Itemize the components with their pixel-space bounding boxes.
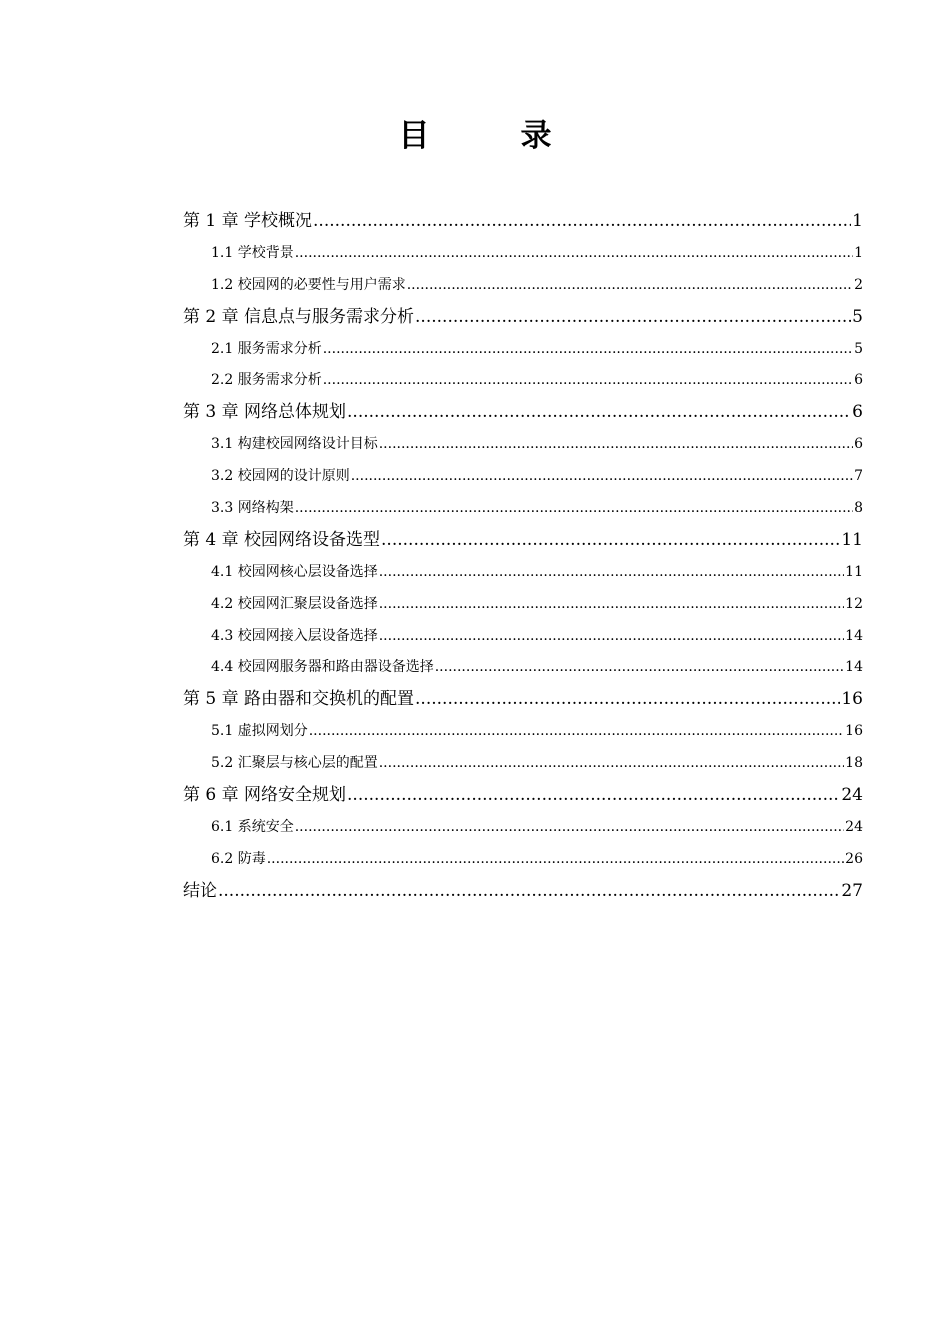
toc-dot-leader — [347, 780, 840, 812]
toc-dot-leader — [435, 652, 844, 684]
toc-entry-label: 第 3 章 网络总体规划 — [183, 402, 347, 423]
toc-entry-label: 5.1 虚拟网划分 — [211, 723, 308, 740]
toc-entry-label: 6.1 系统安全 — [211, 818, 294, 835]
toc-entry-page-number: 14 — [845, 627, 863, 644]
toc-entry-label: 6.2 防毒 — [211, 850, 266, 867]
toc-entry-page-number: 11 — [841, 529, 863, 550]
toc-entry-label: 4.3 校园网接入层设备选择 — [211, 627, 378, 644]
toc-entry-page-number: 11 — [845, 563, 863, 580]
toc-entry-label: 2.1 服务需求分析 — [211, 340, 322, 357]
toc-dot-leader — [407, 270, 853, 302]
toc-entry-page-number: 7 — [854, 468, 863, 485]
toc-entry-section-5-2[interactable] — [183, 748, 863, 780]
toc-dot-leader — [267, 844, 844, 876]
toc-entry-section-3-1[interactable] — [183, 429, 863, 461]
toc-entry-page-number: 6 — [852, 402, 863, 423]
toc-dot-leader — [379, 621, 844, 653]
toc-entry-section-1-2[interactable] — [183, 270, 863, 302]
toc-entry-chapter-4[interactable] — [183, 525, 863, 557]
toc-entry-page-number: 16 — [845, 723, 863, 740]
toc-entry-label: 第 1 章 学校概况 — [183, 211, 313, 231]
toc-dot-leader — [295, 238, 853, 270]
toc-entry-page-number: 12 — [845, 595, 863, 612]
toc-entry-label: 4.2 校园网汇聚层设备选择 — [211, 595, 378, 612]
toc-entry-page-number: 1 — [852, 211, 863, 231]
toc-entry-label: 第 4 章 校园网络设备选型 — [183, 529, 381, 550]
toc-dot-leader — [415, 684, 840, 716]
toc-entry-section-2-2[interactable] — [183, 365, 863, 397]
toc-entry-label: 4.1 校园网核心层设备选择 — [211, 563, 378, 580]
toc-entry-page-number: 14 — [845, 659, 863, 676]
toc-entry-page-number: 27 — [841, 880, 863, 901]
toc-entry-label: 1.1 学校背景 — [211, 244, 294, 261]
toc-dot-leader — [379, 589, 844, 621]
toc-dot-leader — [323, 365, 853, 397]
toc-dot-leader — [347, 397, 851, 429]
toc-entry-page-number: 2 — [854, 276, 863, 293]
toc-entry-label: 3.1 构建校园网络设计目标 — [211, 436, 378, 453]
toc-dot-leader — [295, 493, 853, 525]
toc-entry-page-number: 24 — [845, 818, 863, 835]
toc-dot-leader — [415, 302, 851, 334]
toc-title: 目 录 — [398, 118, 582, 154]
toc-dot-leader — [323, 334, 853, 366]
toc-dot-leader — [295, 812, 844, 844]
toc-entry-section-4-1[interactable] — [183, 557, 863, 589]
toc-entry-section-4-2[interactable] — [183, 589, 863, 621]
toc-entry-chapter-5[interactable] — [183, 684, 863, 716]
toc-entry-page-number: 5 — [852, 306, 863, 327]
toc-entry-page-number: 18 — [845, 755, 863, 772]
toc-entry-section-3-2[interactable] — [183, 461, 863, 493]
toc-entry-label: 4.4 校园网服务器和路由器设备选择 — [211, 659, 434, 676]
toc-entry-section-4-4[interactable] — [183, 652, 863, 684]
toc-entry-page-number: 16 — [841, 689, 863, 710]
toc-entry-section-2-1[interactable] — [183, 334, 863, 366]
toc-entry-section-4-3[interactable] — [183, 621, 863, 653]
toc-entry-chapter-3[interactable] — [183, 397, 863, 429]
toc-entry-page-number: 5 — [854, 340, 863, 357]
toc-entry-page-number: 6 — [854, 372, 863, 389]
toc-entry-label: 2.2 服务需求分析 — [211, 372, 322, 389]
toc-entry-label: 3.2 校园网的设计原则 — [211, 468, 350, 485]
toc-entry-section-6-1[interactable] — [183, 812, 863, 844]
toc-entry-chapter-2[interactable] — [183, 302, 863, 334]
toc-entry-label: 第 5 章 路由器和交换机的配置 — [183, 689, 415, 710]
toc-entry-label: 1.2 校园网的必要性与用户需求 — [211, 276, 406, 293]
toc-entry-label: 结论 — [183, 880, 217, 901]
toc-entry-chapter-6[interactable] — [183, 780, 863, 812]
toc-entry-label: 第 2 章 信息点与服务需求分析 — [183, 306, 415, 327]
toc-dot-leader — [379, 429, 853, 461]
toc-dot-leader — [379, 557, 844, 589]
toc-entry-page-number: 8 — [854, 500, 863, 517]
toc-entry-label: 5.2 汇聚层与核心层的配置 — [211, 755, 378, 772]
table-of-contents — [183, 206, 863, 908]
toc-entry-label: 第 6 章 网络安全规划 — [183, 785, 347, 806]
toc-entry-chapter-1[interactable] — [183, 206, 863, 238]
toc-entry-section-1-1[interactable] — [183, 238, 863, 270]
toc-entry-label: 3.3 网络构架 — [211, 500, 294, 517]
toc-dot-leader — [218, 876, 840, 908]
toc-dot-leader — [313, 206, 851, 238]
toc-dot-leader — [379, 748, 844, 780]
toc-entry-page-number: 24 — [841, 785, 863, 806]
toc-entry-section-6-2[interactable] — [183, 844, 863, 876]
toc-entry-conclusion[interactable] — [183, 876, 863, 908]
toc-entry-page-number: 26 — [845, 850, 863, 867]
toc-dot-leader — [309, 716, 844, 748]
toc-dot-leader — [381, 525, 840, 557]
toc-entry-section-5-1[interactable] — [183, 716, 863, 748]
toc-dot-leader — [351, 461, 853, 493]
toc-entry-section-3-3[interactable] — [183, 493, 863, 525]
toc-entry-page-number: 6 — [854, 436, 863, 453]
toc-entry-page-number: 1 — [854, 244, 863, 261]
